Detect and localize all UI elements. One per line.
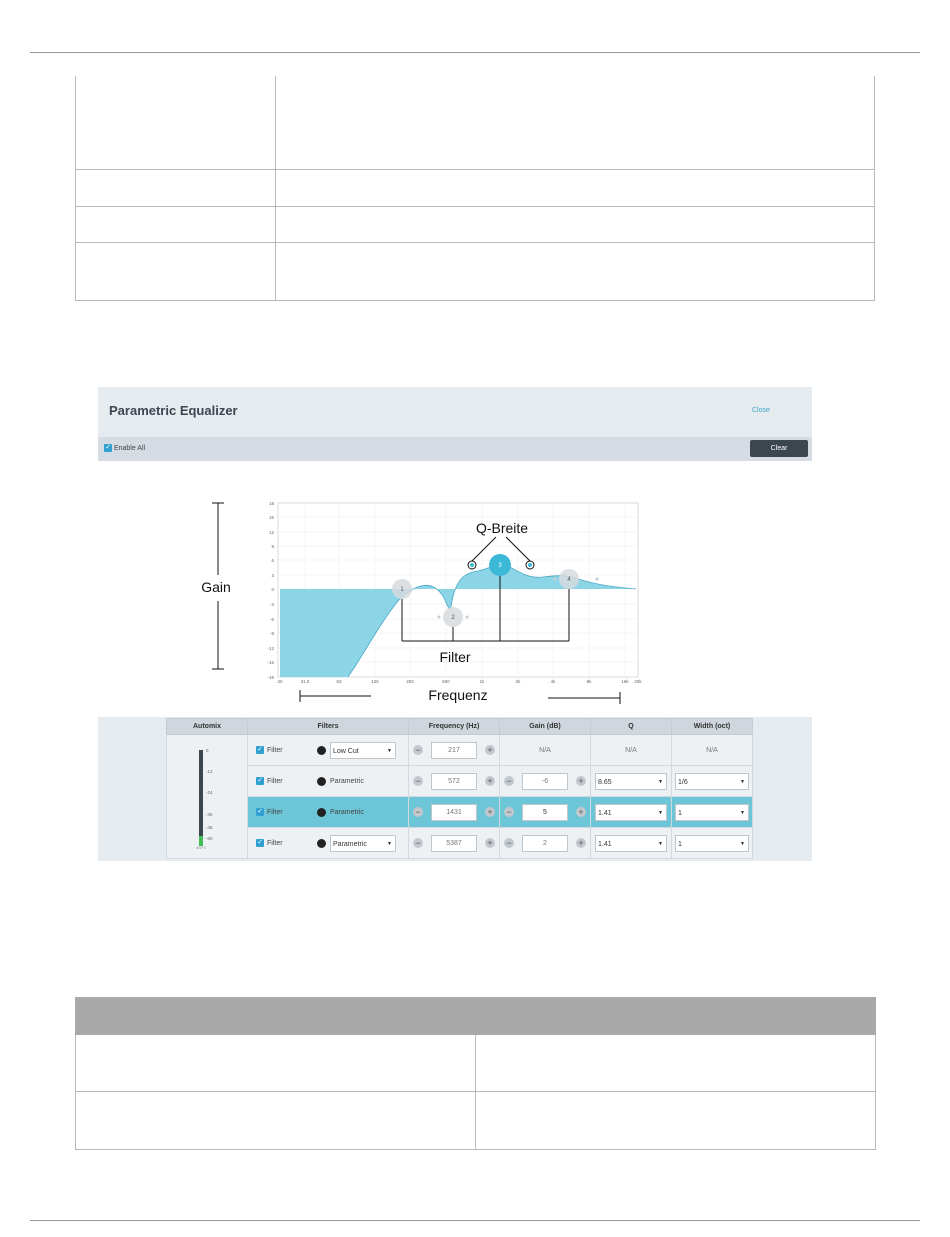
minus-icon[interactable]: −: [504, 776, 514, 786]
chevron-down-icon: ▼: [658, 809, 663, 816]
q-cell: [591, 828, 672, 859]
doc-cell: [76, 169, 276, 206]
filter-label: Filter: [267, 839, 283, 847]
meter-tick: -48: [206, 824, 213, 830]
filter-type-select[interactable]: [330, 742, 396, 759]
doc-table-top: [75, 76, 875, 301]
width-value: 1/6: [678, 778, 688, 786]
chevron-down-icon: ▼: [387, 840, 392, 847]
x-tick: 20k: [634, 679, 642, 684]
frequency-input[interactable]: 1431: [431, 804, 477, 821]
minus-icon[interactable]: −: [413, 838, 423, 848]
filter-type-value: Parametric: [333, 840, 367, 848]
filter-type-cell: [248, 828, 409, 859]
filter-table-header: [167, 719, 753, 735]
q-cell: N/A: [591, 735, 672, 766]
level-meter: [199, 750, 203, 846]
doc-cell: [76, 242, 276, 300]
x-tick: 250: [406, 679, 414, 684]
y-tick: 18: [268, 501, 274, 506]
frequency-cell: [409, 797, 500, 828]
doc-table-bottom: [75, 997, 876, 1150]
node-label: 4: [567, 577, 571, 583]
filter-row-3: [167, 797, 753, 828]
filter-row-2: [167, 766, 753, 797]
bottom-rule: [30, 1220, 920, 1221]
y-tick: -18: [267, 675, 274, 680]
meter-unit: dBFS: [196, 844, 207, 850]
plus-icon[interactable]: +: [485, 838, 495, 848]
gain-cell: N/A: [500, 735, 591, 766]
filter-shape-icon: [317, 746, 326, 755]
doc-header-cell: [476, 998, 876, 1035]
node-label: 1: [400, 587, 404, 593]
x-tick: 8k: [586, 679, 592, 684]
filter-label: Filter: [267, 746, 283, 754]
doc-cell: [76, 1035, 476, 1092]
width-value: 1: [678, 840, 682, 848]
frequency-annotation: Frequenz: [428, 687, 488, 703]
q-value: 1.41: [598, 809, 612, 817]
doc-cell: [276, 242, 875, 300]
width-value: 1: [678, 809, 682, 817]
x-tick: 500: [442, 679, 450, 684]
filter-shape-icon: [317, 808, 326, 817]
header-width: Width (oct): [672, 719, 753, 735]
minus-icon[interactable]: −: [413, 745, 423, 755]
doc-cell: [276, 206, 875, 242]
q-handle-left[interactable]: [468, 561, 476, 569]
width-select[interactable]: [675, 804, 749, 821]
header-automix: Automix: [167, 719, 248, 735]
plus-icon[interactable]: +: [485, 807, 495, 817]
filter-checkbox[interactable]: ✓: [257, 746, 263, 753]
doc-header-cell: [76, 998, 476, 1035]
meter-tick: -12: [206, 768, 213, 774]
y-tick: -15: [267, 660, 274, 665]
chevron-down-icon: ▼: [740, 809, 745, 816]
y-tick: -3: [269, 602, 274, 607]
filter-checkbox[interactable]: ✓: [257, 839, 263, 846]
doc-cell: [276, 169, 875, 206]
y-tick: 12: [268, 530, 274, 535]
q-select[interactable]: [595, 773, 667, 790]
eq-graph[interactable]: [98, 461, 812, 717]
width-cell: N/A: [672, 735, 753, 766]
filter-type-value: Parametric: [330, 777, 364, 785]
header-frequency: Frequency (Hz): [409, 719, 500, 735]
doc-cell: [76, 76, 276, 169]
width-select[interactable]: [675, 835, 749, 852]
chevron-down-icon: ▼: [658, 778, 663, 785]
width-cell: [672, 828, 753, 859]
enable-all-label: Enable All: [113, 444, 146, 452]
gain-cell: [500, 766, 591, 797]
filter-shape-icon: [317, 839, 326, 848]
y-tick: 6: [271, 558, 274, 563]
minus-icon[interactable]: −: [504, 838, 514, 848]
q-select[interactable]: [595, 804, 667, 821]
gain-input[interactable]: 5: [522, 804, 568, 821]
gain-cell: [500, 828, 591, 859]
meter-tick: -60: [206, 835, 213, 841]
x-tick: 1k: [479, 679, 485, 684]
chevron-down-icon: ▼: [740, 840, 745, 847]
frequency-input[interactable]: 217: [431, 742, 477, 759]
doc-cell: [76, 1092, 476, 1150]
q-value: 8.65: [598, 778, 612, 786]
page-title: Parametric Equalizer: [109, 403, 238, 418]
filter-annotation: Filter: [439, 649, 471, 665]
q-handle-right[interactable]: [526, 561, 534, 569]
checkbox-icon[interactable]: ✓: [105, 444, 111, 451]
filter-type-value: Low Cut: [333, 747, 359, 755]
meter-tick: -24: [206, 789, 213, 795]
q-width-annotation: Q-Breite: [475, 520, 529, 536]
plus-icon[interactable]: +: [576, 776, 586, 786]
filter-type-select[interactable]: [330, 835, 396, 852]
x-tick: 4k: [550, 679, 556, 684]
y-tick: 0: [271, 587, 274, 592]
filter-type-cell: [248, 735, 409, 766]
frequency-input[interactable]: 5387: [431, 835, 477, 852]
doc-cell: [476, 1035, 876, 1092]
frequency-cell: [409, 828, 500, 859]
minus-icon[interactable]: −: [413, 776, 423, 786]
q-cell: [591, 797, 672, 828]
x-tick-labels: [277, 679, 642, 684]
width-cell: [672, 766, 753, 797]
y-tick: 3: [271, 573, 274, 578]
y-tick: -6: [269, 617, 274, 622]
meter-tick: -36: [206, 811, 213, 817]
toolbar: [98, 437, 812, 461]
x-tick: 2k: [515, 679, 521, 684]
filter-label: Filter: [267, 808, 283, 816]
clear-button[interactable]: Clear: [750, 440, 808, 457]
q-select[interactable]: [595, 835, 667, 852]
plus-icon[interactable]: +: [485, 745, 495, 755]
q-value: 1.41: [598, 840, 612, 848]
node-label: 3: [498, 563, 502, 569]
top-rule: [30, 52, 920, 53]
header-q: Q: [591, 719, 672, 735]
filter-label: Filter: [267, 777, 283, 785]
minus-icon[interactable]: −: [504, 807, 514, 817]
x-tick: 16k: [621, 679, 629, 684]
doc-cell: [76, 206, 276, 242]
doc-cell: [276, 76, 875, 169]
plus-icon[interactable]: +: [576, 838, 586, 848]
gain-input[interactable]: 2: [522, 835, 568, 852]
equalizer-panel: [98, 387, 812, 861]
plus-icon[interactable]: +: [576, 807, 586, 817]
eq-graph-area: [98, 461, 812, 717]
y-tick: -9: [269, 631, 274, 636]
y-tick: -12: [267, 646, 274, 651]
x-tick: 125: [371, 679, 379, 684]
chevron-down-icon: ▼: [387, 747, 392, 754]
header-filters: Filters: [248, 719, 409, 735]
gain-cell: [500, 797, 591, 828]
width-cell: [672, 797, 753, 828]
filter-shape-icon: [317, 777, 326, 786]
close-link[interactable]: Close: [752, 407, 770, 414]
enable-all-checkbox[interactable]: [104, 444, 145, 452]
chevron-down-icon: ▼: [740, 778, 745, 785]
x-tick: 20: [277, 679, 283, 684]
plus-icon[interactable]: +: [485, 776, 495, 786]
filter-node-3[interactable]: [489, 554, 511, 576]
y-tick: 15: [268, 515, 274, 520]
meter-tick: 0: [206, 747, 209, 753]
node-label: 2: [451, 615, 455, 621]
frequency-input[interactable]: 572: [431, 773, 477, 790]
filter-checkbox[interactable]: ✓: [257, 808, 263, 815]
filter-type-cell: [248, 766, 409, 797]
x-tick: 31.5: [300, 679, 310, 684]
filter-row-4: [167, 828, 753, 859]
width-select[interactable]: [675, 773, 749, 790]
minus-icon[interactable]: −: [413, 807, 423, 817]
filter-controls-area: [98, 717, 812, 861]
filter-table: [166, 718, 753, 859]
header-gain: Gain (dB): [500, 719, 591, 735]
filter-node-1[interactable]: [392, 579, 412, 599]
frequency-cell: [409, 766, 500, 797]
doc-cell: [476, 1092, 876, 1150]
automix-meter-cell: [167, 735, 248, 859]
y-tick-labels: [267, 501, 274, 680]
y-tick: 9: [271, 544, 274, 549]
gain-input[interactable]: -6: [522, 773, 568, 790]
filter-type-cell: [248, 797, 409, 828]
equalizer-header: [98, 387, 812, 438]
q-cell: [591, 766, 672, 797]
frequency-cell: [409, 735, 500, 766]
gain-annotation: Gain: [201, 579, 231, 595]
chevron-down-icon: ▼: [658, 840, 663, 847]
x-tick: 63: [336, 679, 342, 684]
filter-type-value: Parametric: [330, 808, 364, 816]
filter-row-1: [167, 735, 753, 766]
filter-checkbox[interactable]: ✓: [257, 777, 263, 784]
